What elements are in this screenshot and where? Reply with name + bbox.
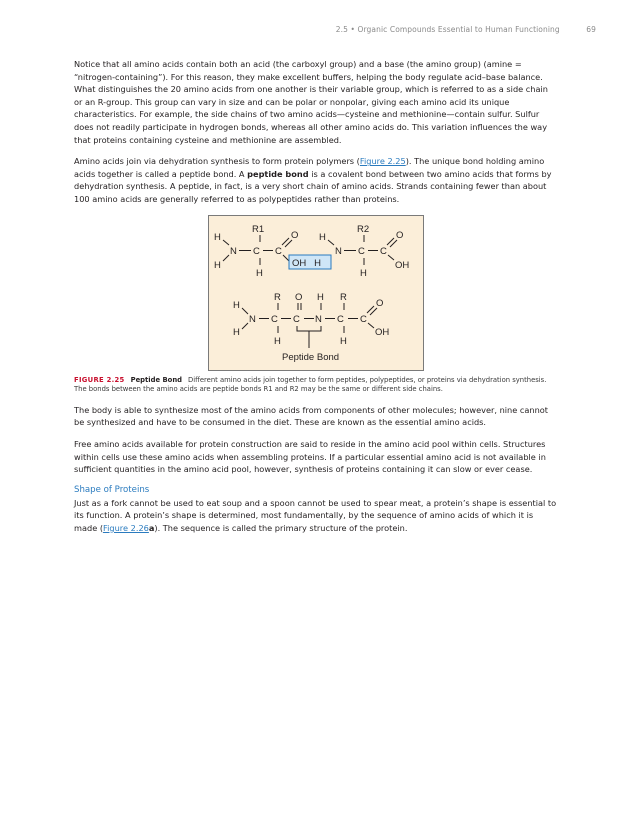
dipeptide-carbon-2: C bbox=[293, 313, 300, 325]
alpha-h-label: H bbox=[256, 267, 263, 279]
figure-link-2-26[interactable]: Figure 2.26 bbox=[103, 522, 149, 533]
running-title: 2.5 • Organic Compounds Essential to Human Functioning bbox=[335, 25, 560, 34]
dipeptide-oxygen-label: O bbox=[295, 291, 303, 303]
dipeptide-h-upper: H bbox=[233, 299, 240, 311]
paragraph-text: is a covalent bond between two amino acids that forms by dehydration synthesis. A peptide, in fact, is a very short chain of amino acids. Strands containing fewer than about 100 amino acids are generally referred to as polypeptides rather than proteins. bbox=[74, 168, 552, 204]
hydroxyl-label-2: OH bbox=[395, 259, 410, 271]
running-header bbox=[336, 25, 596, 34]
paragraph-text: Amino acids join via dehydration synthesis to form protein polymers ( bbox=[74, 156, 360, 167]
r2-label: R2 bbox=[357, 223, 370, 235]
figure-caption bbox=[74, 376, 557, 395]
figure-number: FIGURE 2.25 bbox=[74, 375, 125, 384]
carbonyl-oxygen-label: O bbox=[291, 229, 299, 241]
dipeptide-carbon-4: C bbox=[360, 313, 367, 325]
dipeptide-h-1: H bbox=[274, 335, 281, 347]
paragraph-amino-acid-buffers: Notice that all amino acids contain both an acid (the carboxyl group) and a base (the amino group) (amine = “nitrogen-containing”). For this reason, they make excellent buffers, helping the body regulate acid–base balance. What distinguishes the 20 amino acids from one another is their variable group, which is referred to as a side chain or an R-group. This group can vary in size and can be polar or nonpolar, giving each amino acid its unique characteristics. For example, the side chains of two amino acids—cysteine and methionine—contain sulfur. Sulfur does not readily participate in hydrogen bonds, whereas all other amino acids do. This variation influences the way that proteins containing cysteine and methionine are assembled. bbox=[74, 59, 548, 145]
figure-panel-letter: a bbox=[148, 522, 155, 533]
amino-h-upper: H bbox=[214, 231, 221, 243]
dipeptide-h-2: H bbox=[340, 335, 347, 347]
peptide-bond-figure bbox=[208, 215, 424, 371]
dipeptide-nitrogen-1: N bbox=[249, 313, 256, 325]
dipeptide-h-lower: H bbox=[233, 326, 240, 338]
peptide-bond-diagram bbox=[209, 216, 423, 370]
key-term: peptide bond bbox=[247, 168, 309, 179]
carbonyl-oxygen-label-2: O bbox=[396, 229, 404, 241]
paragraph-essential-amino-acids: The body is able to synthesize most of the amino acids from components of other molecules; however, nine cannot be synthesized and have to be consumed in the diet. These are known as the essential amino acids. bbox=[74, 404, 548, 428]
paragraph-text: ). The sequence is called the primary structure of the protein. bbox=[154, 522, 408, 533]
alpha-carbon-label-2: C bbox=[358, 245, 365, 257]
alpha-h-label-2: H bbox=[360, 267, 367, 279]
amino-h-upper-2: H bbox=[319, 231, 326, 243]
alpha-carbon-label: C bbox=[253, 245, 260, 257]
paragraph-text: ). The unique bond holding amino acids together is called a peptide bond. A bbox=[74, 156, 545, 179]
paragraph-amino-acid-pool: Free amino acids available for protein construction are said to reside in the amino acid pool within cells. Structures within cells use these amino acids when assembling proteins. If a particular essential amino acid is not available in sufficient quantities in the amino acid pool, however, synthesis of proteins containing it can slow or ever cease. bbox=[74, 438, 546, 475]
dipeptide-hydroxyl: OH bbox=[375, 326, 390, 338]
page-number: 69 bbox=[586, 25, 596, 34]
dipeptide-r2-label: R bbox=[340, 291, 347, 303]
carboxyl-carbon-label: C bbox=[275, 245, 282, 257]
section-heading-shape-of-proteins: Shape of Proteins bbox=[74, 484, 150, 495]
dipeptide-r1-label: R bbox=[274, 291, 281, 303]
page-content bbox=[74, 58, 557, 543]
dipeptide-amide-h-label: H bbox=[317, 291, 324, 303]
dipeptide-carbon-3: C bbox=[337, 313, 344, 325]
dipeptide-carbonyl-oxygen: O bbox=[376, 297, 384, 309]
figure-title: Peptide Bond bbox=[130, 375, 183, 384]
carboxyl-carbon-label-2: C bbox=[380, 245, 387, 257]
figure-link-2-25[interactable]: Figure 2.25 bbox=[359, 156, 406, 167]
caption-text: Different amino acids join together to form peptides, polypeptides, or proteins via dehydration synthesis. The bonds between the amino acids are peptide bonds R1 and R2 may be the same or different side chains. bbox=[74, 375, 547, 394]
hydroxyl-and-hydrogen-label: OH H bbox=[292, 257, 322, 269]
amino-h-lower: H bbox=[214, 259, 221, 271]
peptide-bond-bracket bbox=[297, 326, 321, 331]
nitrogen-label: N bbox=[230, 245, 237, 257]
r1-label: R1 bbox=[252, 223, 265, 235]
nitrogen-label-2: N bbox=[335, 245, 342, 257]
paragraph-text: Just as a fork cannot be used to eat soup and a spoon cannot be used to spear meat, a protein’s shape is essential to its function. A protein’s shape is determined, most fundamentally, by the sequence of amino acids of which it is made ( bbox=[74, 497, 557, 533]
dipeptide-carbon-1: C bbox=[271, 313, 278, 325]
paragraph-protein-shape bbox=[74, 497, 557, 535]
dipeptide-nitrogen-2: N bbox=[315, 313, 322, 325]
peptide-bond-label: Peptide Bond bbox=[282, 351, 340, 363]
paragraph-peptide-bond bbox=[74, 155, 557, 205]
